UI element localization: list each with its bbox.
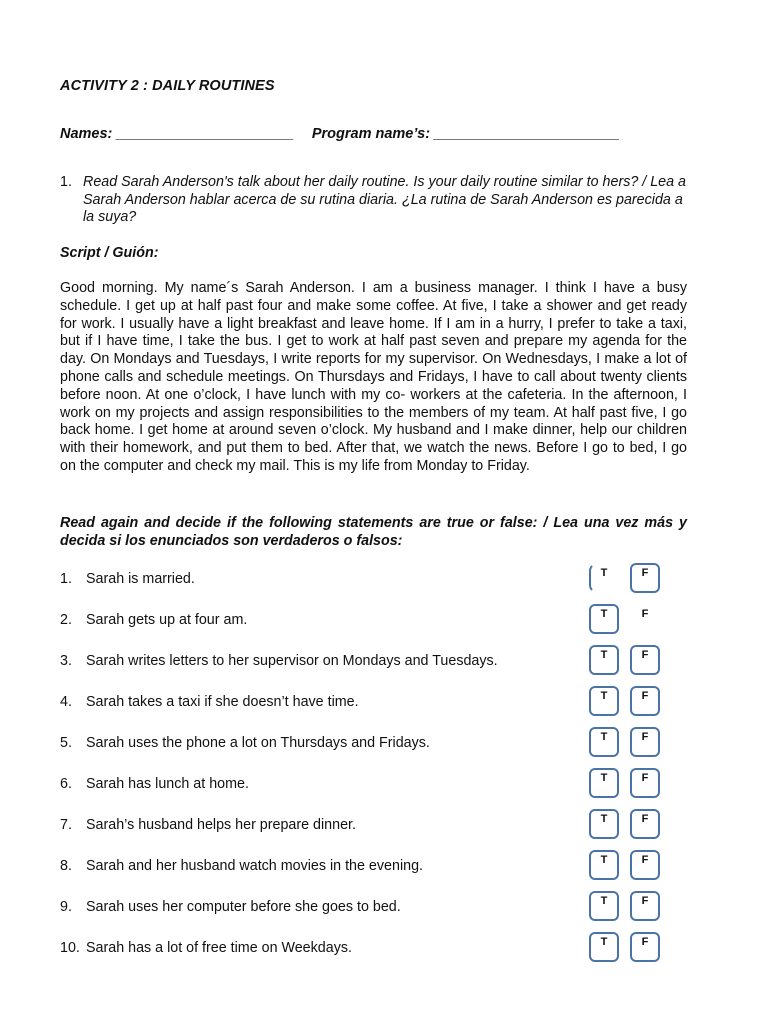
true-checkbox[interactable]: T xyxy=(589,891,619,921)
statement-text: Sarah writes letters to her supervisor on Mondays and Tuesdays. xyxy=(86,653,498,669)
false-checkbox[interactable]: F xyxy=(630,727,660,757)
statement-row xyxy=(60,645,688,681)
statement-text: Sarah gets up at four am. xyxy=(86,612,248,628)
statement-text: Sarah has lunch at home. xyxy=(86,776,249,792)
statement-number: 9. xyxy=(60,899,72,915)
false-checkbox[interactable]: F xyxy=(630,604,660,634)
false-checkbox[interactable]: F xyxy=(630,891,660,921)
statement-row xyxy=(60,686,688,722)
statement-row xyxy=(60,604,688,640)
statement-number: 8. xyxy=(60,858,72,874)
question-1-text: Read Sarah Anderson's talk about her daily routine. Is your daily routine similar to hers? / Lea a Sarah Anderson hablar acerca de su rutina diaria. ¿La rutina de Sarah Anderson es parecida a la suya? xyxy=(83,174,686,225)
statement-row xyxy=(60,727,688,763)
statement-row xyxy=(60,563,688,599)
statement-text: Sarah uses her computer before she goes to bed. xyxy=(86,899,401,915)
true-checkbox[interactable]: T xyxy=(589,686,619,716)
false-checkbox[interactable]: F xyxy=(630,932,660,962)
statement-number: 5. xyxy=(60,735,72,751)
statement-text: Sarah has a lot of free time on Weekdays. xyxy=(86,940,352,956)
statement-text: Sarah takes a taxi if she doesn’t have time. xyxy=(86,694,359,710)
true-false-instructions: Read again and decide if the following statements are true or false: / Lea una vez más y decida si los enunciados son verdaderos o falsos: xyxy=(60,515,687,549)
false-checkbox[interactable]: F xyxy=(630,686,660,716)
statement-text: Sarah and her husband watch movies in the evening. xyxy=(86,858,423,874)
question-1 xyxy=(60,174,688,227)
script-text: Good morning. My name´s Sarah Anderson. I am a business manager. I think I have a busy schedule. I get up at half past four and make some coffee. At five, I take a shower and get ready for work. I usually have a light breakfast and leave home. If I am in a hurry, I prefer to take a taxi, but if I have time, I take the bus. I get to work at half past seven and prepare my agenda for the day. On Mondays and Tuesdays, I write reports for my supervisor. On Wednesdays, I make a lot of phone calls and schedule meetings. On Thursdays and Fridays, I have to call about twenty clients before noon. At one o’clock, I have lunch with my co- workers at the cafeteria. In the afternoon, I work on my projects and assign responsibilities to the members of my team. At half past five, I go back home. I get home at around seven o’clock. My husband and I make dinner, help our children with their homework, and put them to bed. After that, we watch the news. Before I go to bed, I go on the computer and check my mail. This is my life from Monday to Friday. xyxy=(60,280,687,474)
script-heading: Script / Guión: xyxy=(60,245,159,261)
true-checkbox[interactable]: T xyxy=(589,604,619,634)
true-checkbox[interactable]: T xyxy=(589,850,619,880)
statement-text: Sarah’s husband helps her prepare dinner. xyxy=(86,817,356,833)
statement-number: 1. xyxy=(60,571,72,587)
true-checkbox[interactable]: T xyxy=(589,645,619,675)
true-checkbox[interactable]: T xyxy=(589,932,619,962)
statement-text: Sarah is married. xyxy=(86,571,195,587)
false-checkbox[interactable]: F xyxy=(630,809,660,839)
statement-text: Sarah uses the phone a lot on Thursdays and Fridays. xyxy=(86,735,430,751)
statement-number: 10. xyxy=(60,940,80,956)
statement-number: 3. xyxy=(60,653,72,669)
true-checkbox[interactable]: T xyxy=(589,727,619,757)
statement-row xyxy=(60,850,688,886)
statement-number: 2. xyxy=(60,612,72,628)
statement-row xyxy=(60,809,688,845)
activity-title: ACTIVITY 2 : DAILY ROUTINES xyxy=(60,78,275,94)
statement-row xyxy=(60,932,688,968)
false-checkbox[interactable]: F xyxy=(630,563,660,593)
question-1-number: 1. xyxy=(60,174,72,190)
false-checkbox[interactable]: F xyxy=(630,768,660,798)
statement-number: 7. xyxy=(60,817,72,833)
names-line xyxy=(60,126,620,142)
true-checkbox[interactable]: T xyxy=(589,768,619,798)
statement-row xyxy=(60,891,688,927)
statement-row xyxy=(60,768,688,804)
program-name-field[interactable]: Program name’s: _______________________ xyxy=(311,126,620,142)
false-checkbox[interactable]: F xyxy=(630,850,660,880)
true-checkbox[interactable]: T xyxy=(589,809,619,839)
true-checkbox[interactable]: T xyxy=(589,563,619,593)
false-checkbox[interactable]: F xyxy=(630,645,660,675)
statement-number: 4. xyxy=(60,694,72,710)
names-field[interactable]: Names: ______________________ xyxy=(60,126,294,142)
statement-number: 6. xyxy=(60,776,72,792)
